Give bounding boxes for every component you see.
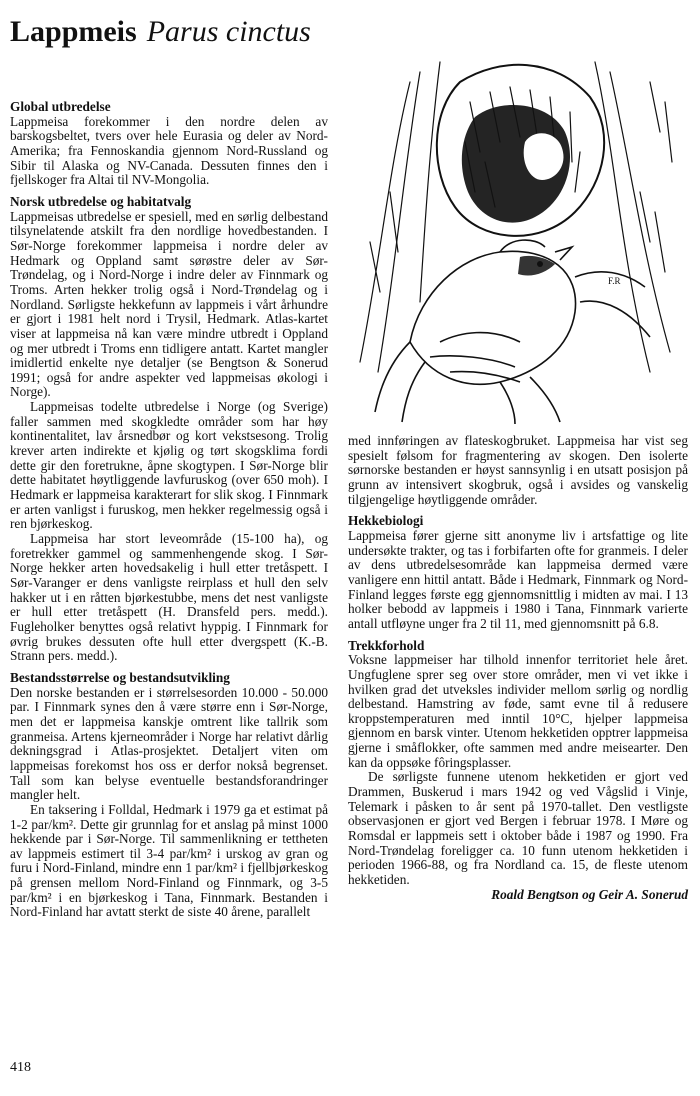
lappmeis-illustration <box>350 42 690 427</box>
paragraph: Lappmeisa fører gjerne sitt anonyme liv i artsfattige og lite undersøkte trakter, og tas i forbifarten ofte for granmeis. I deler av dens utbredelsesområde kan lappmeisa dermed være vanligere enn hittil antatt. Både i Hedmark, Finnmark og Nord-Finland legges første egg gjennomsnittlig i midten av mai. I 13 holker bebodd av lappmeis i 1980 i Tana, Finnmark varierte antall utfløyne unger fra 2 til 11, med gjennomsnitt på 6.8. <box>348 527 688 631</box>
paragraph: Den norske bestanden er i størrelsesorden 10.000 - 50.000 par. I Finnmark synes den å være større enn i Sør-Norge, men det er lappmeisa kanskje omtrent like tallrik som granmeisa. Artens kjerneområder i Norge har relativt dårlig dekningsgrad i Atlas-prosjektet. Detaljert viten om lappmeisas forekomst hos oss er derfor nokså begrenset. Tall som kan belyse eventuelle bestandsforandringer mangler helt. <box>10 684 328 803</box>
text-column-right <box>348 434 688 902</box>
section-heading: Hekkebiologi <box>348 513 424 529</box>
section-heading: Norsk utbredelse og habitatvalg <box>10 193 192 209</box>
section-heading: Trekkforhold <box>348 637 425 653</box>
paragraph: En taksering i Folldal, Hedmark i 1979 ga et estimat på 1-2 par/km². Dette gir grunnlag for et anslag på minst 1000 hekkende par i Sør-Norge. Til sammenlikning er tettheten av lappmeis estimert til 3-4 par/km² i urskog av gran og furu i Nord-Finland, mindre enn 1 par/km² i fjellbjørkeskog på grensen mellom Nord-Finland og Finnmark, og 3-5 par/km² i en bjørkeskog i Tana, Finnmark. Bestanden i Nord-Finland har avtatt sterkt de siste 40 årene, parallelt <box>10 801 328 920</box>
author-signature: Roald Bengtson og Geir A. Sonerud <box>491 886 688 902</box>
text-column-left <box>10 100 328 920</box>
paragraph: De sørligste funnene utenom hekketiden er gjort ved Drammen, Buskerud i mars 1942 og ved Vågslid i Vinje, Telemark i påsken to år sent på 1970-tallet. Den vestligste observasjonen er gjort ved Bergen i februar 1978. I Møre og Romsdal er lappmeis sett i oktober både i 1987 og 1990. Fra Nord-Trøndelag foreligger ca. 10 funn utenom hekketiden i perioden 1966-88, og fra Nordland ca. 15, de fleste utenom hekketiden. <box>348 769 688 888</box>
page-title <box>10 14 311 50</box>
section-heading: Global utbredelse <box>10 99 111 114</box>
artist-signature: F.R <box>608 276 621 286</box>
section-heading: Bestandsstørrelse og bestandsutvikling <box>10 669 230 685</box>
paragraph: med innføringen av flateskogbruket. Lappmeisa har vist seg spesielt følsom for fragmentering av skogen. Den isolerte sørnorske bestanden er høyst sannsynlig i en utsatt posisjon på grunn av intensivert skogbruk, også i avsides og vanskelig tilgjengelige høytliggende områder. <box>348 433 688 507</box>
paragraph: Lappmeisas utbredelse er spesiell, med en sørlig delbestand tilsynelatende atskilt fra den nordlige hovedbestanden. I Sør-Norge forekommer lappmeisa i nordre deler av Hedmark og Oppland samt sørøstre deler av Sør-Trøndelag, og i Nord-Norge i indre deler av Finnmark og Troms. Arten hekker trolig også i Nord-Trøndelag og i Nordland. Sørligste hekkefunn av lappmeis i vårt århundre er gjort i 1981 helt nord i Trysil, Hedmark. Atlas-kartet viser at lappmeisa nå kan være mindre utbredt i Oppland og mer utbredt i Troms enn tidligere antatt. Kartet mangler imidlertid enkelte nye detaljer (se Bengtson & Sonerud 1991; også for andre aspekter ved lappmeisas økologi i Norge). <box>10 208 328 400</box>
paragraph: Lappmeisa har stort leveområde (15-100 ha), og foretrekker gammel og sammenhengende skog. I Sør-Norge hekker arten hovedsakelig i hull etter tretåspett. I Sør-Varanger er dens vanligste reirplass et hull den selv hakker ut i en råtten bjørkestubbe, mens det nest vanligste er hull etter tretåspett (H. Dransfeld pers. medd.). Fugleholker benyttes også relativt hyppig. I Finnmark for øvrig brukes dessuten ofte hull etter dvergspett (K.-B. Strann pers. medd.). <box>10 531 328 664</box>
page-number: 418 <box>10 1060 31 1075</box>
paragraph: Lappmeisas todelte utbredelse i Norge (og Sverige) faller sammen med skogkledte områder som har høy kontinentalitet, lav årsnedbør og kort vekstsesong. Trolig krever arten indirekte et kjølig og tørt skogsklima fordi dette gir den foretrukne, åpne skogtypen. I Sør-Norge blir dette habitatet høytliggende lavfuruskog (over 650 moh). I Hedmark er lappmeisa karakterart for slik skog. I Finnmark er arten vanligst i furuskog, men hekker regelmessig også i ren bjørkeskog. <box>10 399 328 532</box>
paragraph: Lappmeisa forekommer i den nordre delen av barskogsbeltet, tvers over hele Eurasia og deler av Nord-Amerika; fra Fennoskandia gjennom Nord-Russland og Sibir til Alaska og NV-Canada. Dessuten finnes den i fjellskoger fra Altai til NV-Mongolia. <box>10 113 328 188</box>
species-name: Lappmeis <box>10 15 137 48</box>
species-latin-name: Parus cinctus <box>146 15 311 48</box>
paragraph: Voksne lappmeiser har tilhold innenfor territoriet hele året. Ungfuglene sprer seg over store områder, men vi vet ikke i hvilken grad det utveksles individer mellom sørlig og nordlig delbestand. Hamstring av føde, samt evne til å redusere kroppstemperaturen med inntil 10°C, hjelper lappmeisa gjennom en barsk vinter. Utenom hekketiden opptrer lappmeisa gjerne i småflokker, ofte sammen med andre meisearter. Den kan da oppsøke fôringsplasser. <box>348 652 688 770</box>
